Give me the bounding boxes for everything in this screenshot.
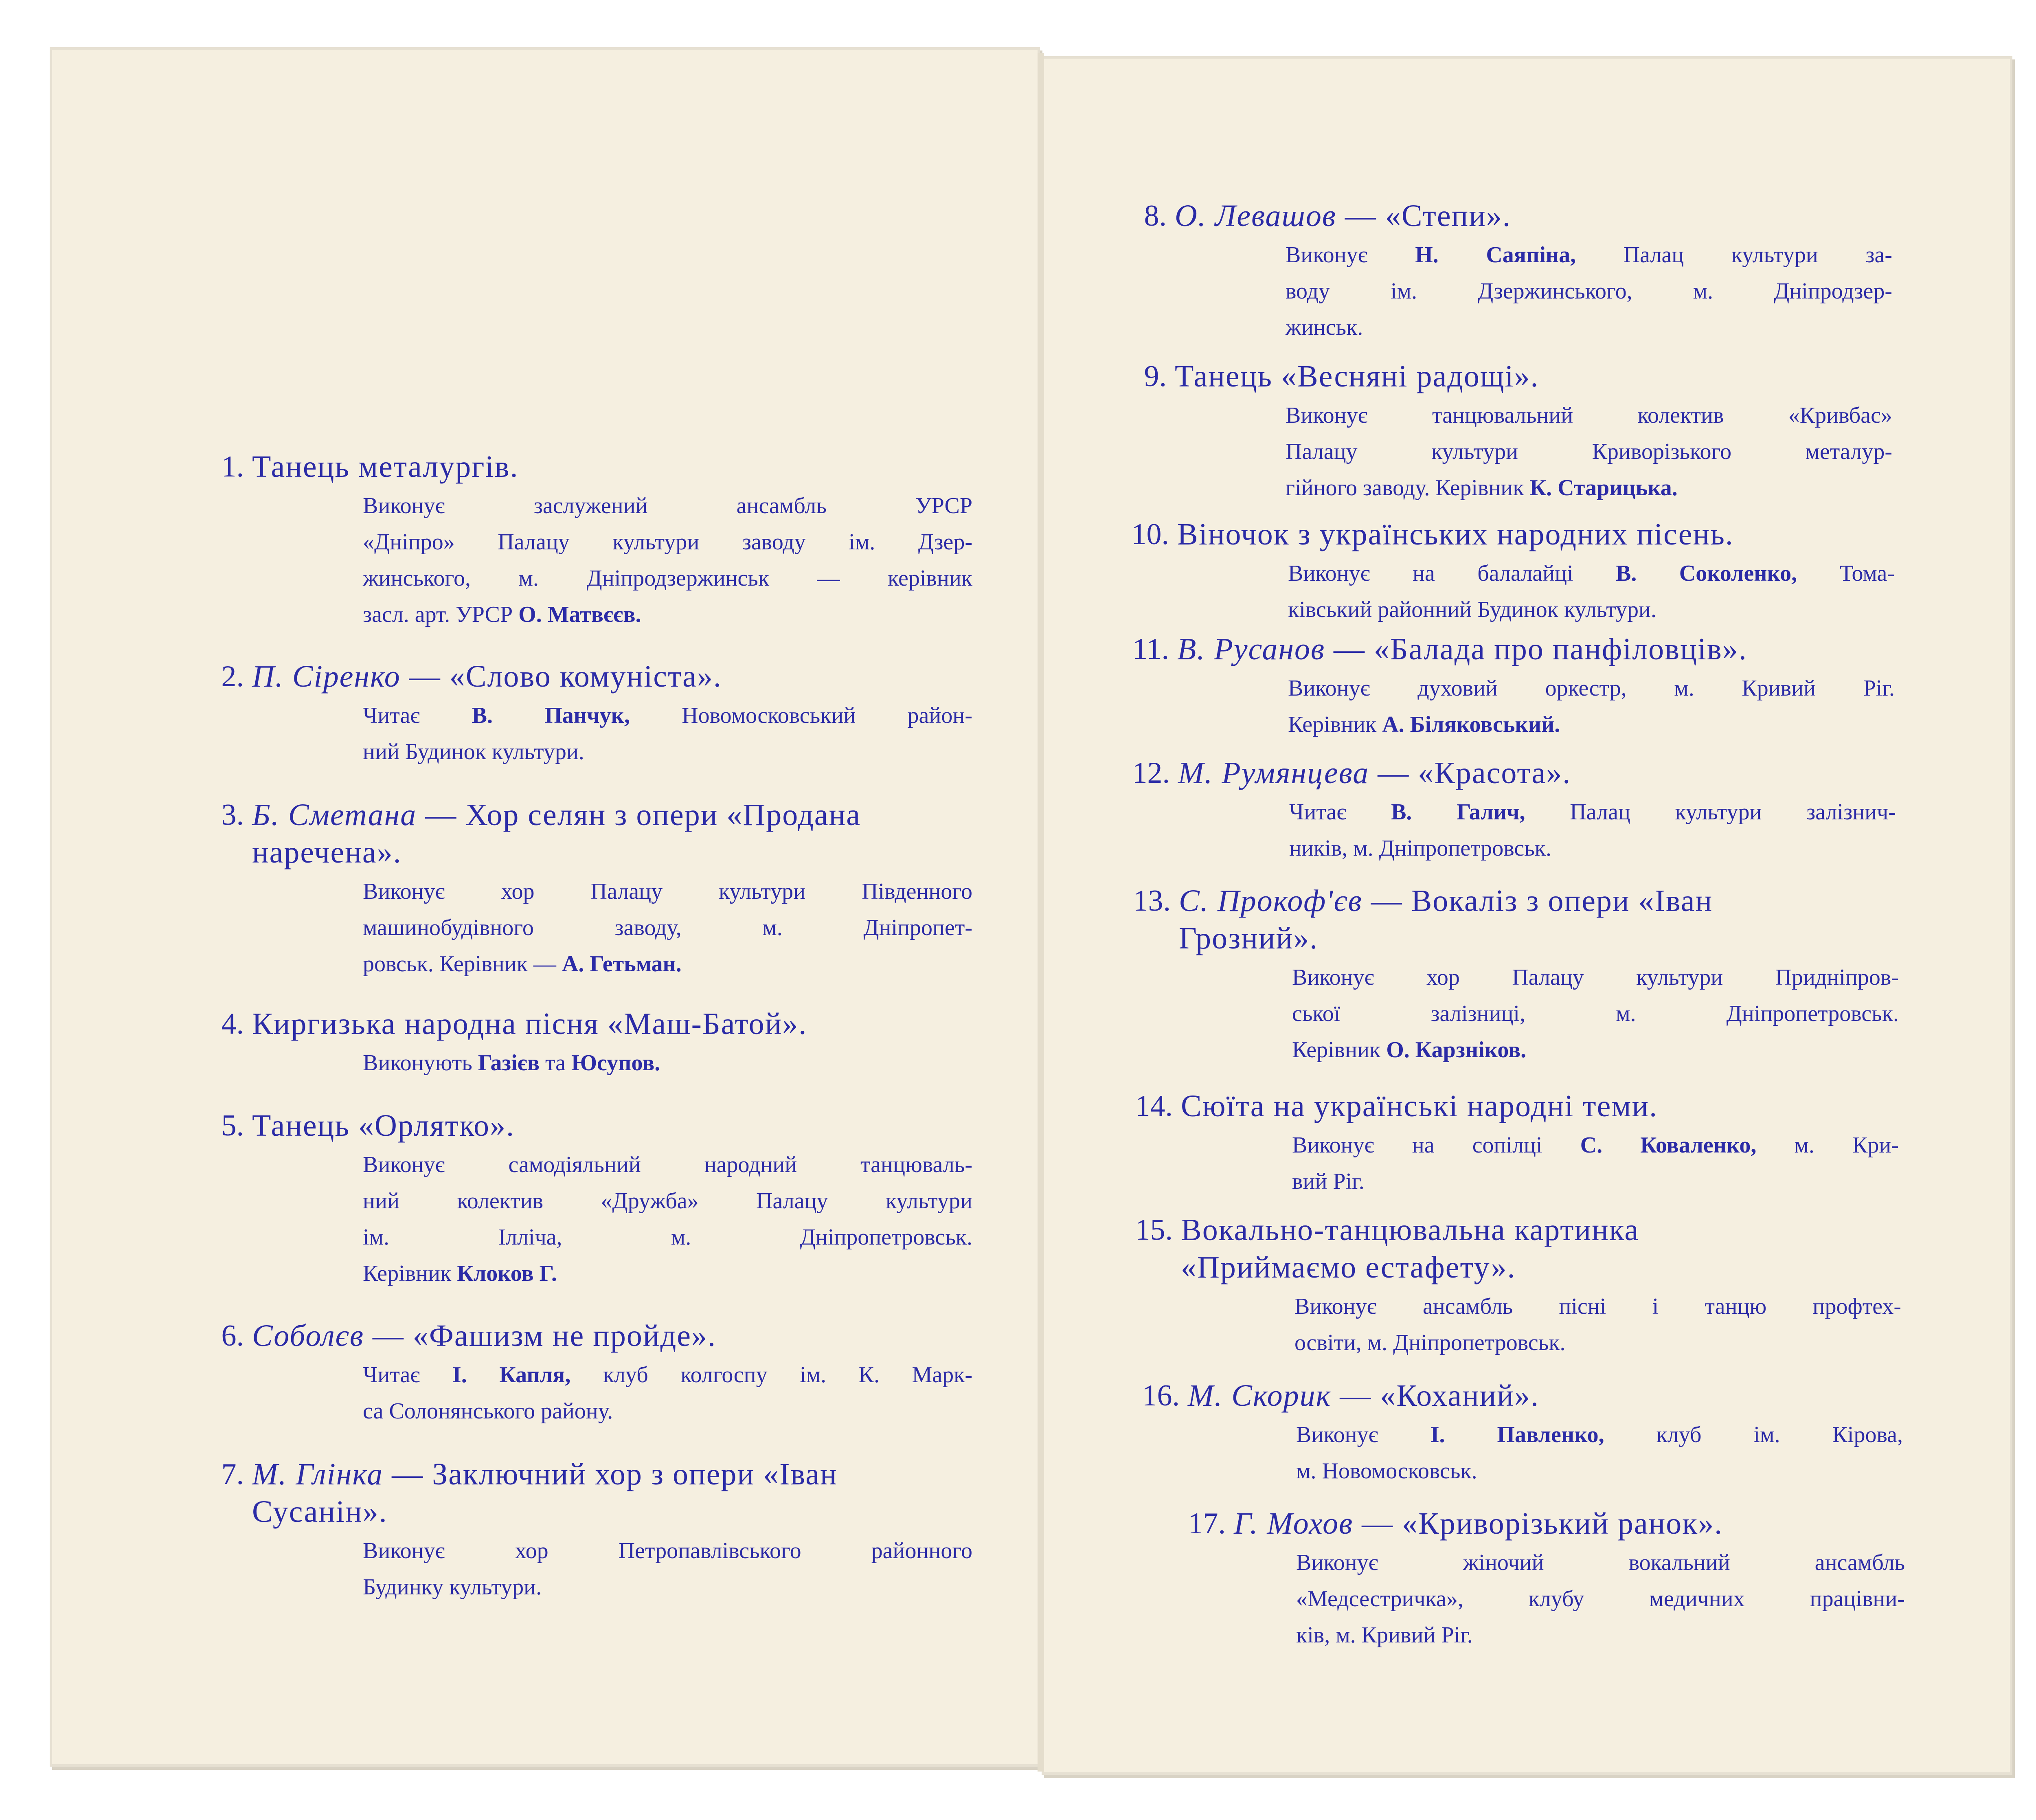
text-segment: Керівник	[1288, 712, 1382, 737]
description-line	[363, 1256, 972, 1292]
text-segment: ників, м. Дніпропетровськ.	[1289, 836, 1551, 861]
program-item	[1133, 882, 1899, 1068]
text-segment: воду ім. Дзержинського, м. Дніпродзер-	[1286, 279, 1892, 304]
item-description	[1294, 1289, 1901, 1361]
item-number: 15.	[1135, 1213, 1173, 1247]
text-segment: машинобудівного заводу, м. Дніпропет-	[363, 915, 972, 940]
text-segment: Виконує хор Палацу культури Південного	[363, 879, 972, 904]
description-line	[1296, 1545, 1905, 1581]
text-segment: «Медсестричка», клубу медичних працівни-	[1296, 1586, 1905, 1611]
text-segment: Будинку культури.	[363, 1574, 542, 1600]
program-item	[1144, 197, 1892, 346]
description-line	[363, 597, 972, 633]
description-line	[1289, 830, 1896, 867]
text-segment: Виконує на сопілці	[1292, 1133, 1580, 1158]
text-segment: м. Кри-	[1756, 1133, 1899, 1158]
text-segment: Віночок з українських народних пісень.	[1177, 517, 1734, 551]
description-line	[363, 698, 972, 734]
item-number: 17.	[1188, 1507, 1226, 1540]
text-segment: Читає	[363, 703, 472, 728]
text-segment: — «Слово комуніста».	[400, 659, 722, 694]
text-segment: Вокально-танцювальна картинка	[1181, 1213, 1639, 1247]
text-segment: Виконує хор Петропавлівського районного	[363, 1538, 972, 1563]
item-number: 9.	[1144, 360, 1167, 393]
text-segment: клуб ім. Кірова,	[1604, 1422, 1903, 1447]
program-item	[221, 1456, 972, 1605]
performer-name: А. Гетьман.	[562, 951, 682, 977]
text-segment: Танець «Весняні радощі».	[1175, 359, 1539, 393]
performer-name: В. Соколенко,	[1616, 561, 1797, 586]
text-segment: засл. арт. УРСР	[363, 602, 519, 627]
item-number: 6.	[221, 1319, 244, 1352]
text-segment: Новомосковський район-	[630, 703, 972, 728]
text-segment: ківський районний Будинок культури.	[1288, 597, 1656, 622]
description-line	[1289, 794, 1896, 830]
item-description	[363, 698, 972, 770]
text-segment: — Вокаліз з опери «Іван	[1362, 884, 1713, 918]
text-segment: ської залізниці, м. Дніпропетровськ.	[1292, 1001, 1899, 1026]
item-number: 11.	[1132, 632, 1169, 666]
performer-name: І. Капля,	[452, 1362, 571, 1388]
description-line	[363, 1183, 972, 1219]
item-description	[363, 1357, 972, 1429]
program-item	[1132, 630, 1895, 743]
description-line	[1292, 959, 1899, 996]
item-title-line	[1175, 197, 1892, 235]
description-line	[1294, 1325, 1901, 1361]
description-line	[1288, 555, 1895, 592]
item-description	[1296, 1545, 1905, 1653]
performer-name: А. Біляковський.	[1382, 712, 1560, 737]
item-description	[1288, 555, 1895, 628]
item-title-line	[1179, 882, 1899, 920]
item-title-line	[252, 796, 972, 834]
text-segment: «Приймаємо естафету».	[1181, 1250, 1516, 1284]
item-title-line	[252, 1493, 972, 1530]
item-description	[363, 874, 972, 982]
item-title-line	[1177, 516, 1895, 553]
item-title-line	[252, 1317, 972, 1355]
text-segment: ний Будинок культури.	[363, 739, 584, 764]
item-title-line	[252, 658, 972, 695]
item-title-line	[1179, 920, 1899, 957]
text-segment: жинськ.	[1286, 315, 1363, 340]
item-number: 16.	[1142, 1379, 1180, 1412]
item-title-line	[1188, 1377, 1903, 1414]
description-line	[1294, 1289, 1901, 1325]
text-segment: Читає	[1289, 799, 1391, 825]
performer-name: Н. Саяпіна,	[1415, 242, 1576, 268]
text-segment: Керівник	[363, 1261, 457, 1286]
description-line	[1292, 996, 1899, 1032]
item-title-line	[1181, 1087, 1899, 1125]
performer-name: Клоков Г.	[457, 1261, 557, 1286]
item-description	[1286, 237, 1892, 346]
item-number: 2.	[221, 660, 244, 693]
item-description	[1292, 959, 1899, 1068]
item-description	[1292, 1127, 1899, 1200]
performer-name: К. Старицька.	[1529, 475, 1678, 501]
item-number: 7.	[221, 1458, 244, 1491]
text-segment: Виконує хор Палацу культури Придніпров-	[1292, 965, 1899, 990]
text-segment: м. Новомосковськ.	[1296, 1458, 1477, 1484]
text-segment: — «Фашизм не пройде».	[364, 1319, 716, 1353]
performer-name: О. Матвєєв.	[518, 602, 641, 627]
item-title-line	[252, 1005, 972, 1043]
text-segment: гійного заводу. Керівник	[1286, 475, 1530, 501]
text-segment: Керівник	[1292, 1037, 1387, 1063]
description-line	[363, 560, 972, 597]
item-title-line	[252, 834, 972, 871]
description-line	[363, 910, 972, 946]
item-title-line	[252, 448, 972, 485]
item-description	[1288, 670, 1895, 743]
description-line	[363, 874, 972, 910]
description-line	[363, 1147, 972, 1183]
item-description	[1289, 794, 1896, 867]
program-item	[221, 1317, 972, 1429]
description-line	[363, 488, 972, 524]
item-description	[1296, 1417, 1903, 1489]
text-segment: клуб колгоспу ім. К. Марк-	[570, 1362, 972, 1388]
text-segment: Виконує духовий оркестр, м. Кривий Ріг.	[1288, 676, 1895, 701]
text-segment: Виконують	[363, 1050, 478, 1076]
text-segment: «Дніпро» Палацу культури заводу ім. Дзер-	[363, 529, 972, 555]
text-segment: ків, м. Кривий Ріг.	[1296, 1622, 1473, 1648]
item-description	[1286, 397, 1892, 506]
description-line	[363, 946, 972, 982]
program-item	[221, 448, 972, 633]
item-title-line	[1181, 1211, 1901, 1249]
text-segment: та	[539, 1050, 571, 1076]
description-line	[363, 1045, 972, 1081]
composer-name: М. Румянцева	[1178, 756, 1369, 790]
text-segment: — «Криворізький ранок».	[1353, 1506, 1723, 1541]
text-segment: — «Красота».	[1369, 756, 1571, 790]
description-line	[363, 1357, 972, 1393]
description-line	[363, 1219, 972, 1256]
composer-name: Соболєв	[252, 1319, 364, 1353]
program-item	[1132, 754, 1896, 867]
program-item	[1135, 1087, 1899, 1200]
program-item	[1131, 516, 1895, 628]
item-number: 13.	[1133, 884, 1171, 918]
item-title-line	[1234, 1505, 1905, 1542]
item-title-line	[252, 1107, 972, 1144]
text-segment: Грозний».	[1179, 921, 1319, 955]
item-description	[363, 1147, 972, 1292]
description-line	[1286, 397, 1892, 434]
program-item	[221, 1005, 972, 1081]
item-title-line	[1181, 1249, 1901, 1286]
program-item	[221, 658, 972, 770]
description-line	[363, 1393, 972, 1429]
text-segment: ний колектив «Дружба» Палацу культури	[363, 1188, 972, 1214]
text-segment: Сюїта на українські народні теми.	[1181, 1089, 1658, 1123]
description-line	[1286, 237, 1892, 273]
description-line	[1288, 670, 1895, 707]
text-segment: вий Ріг.	[1292, 1169, 1365, 1194]
page-spine	[1038, 53, 1044, 1772]
description-line	[1296, 1417, 1903, 1453]
text-segment: Киргизька народна пісня «Маш-Батой».	[252, 1007, 807, 1041]
text-segment: Тома-	[1797, 561, 1895, 586]
text-segment: жинського, м. Дніпродзержинськ — керівник	[363, 566, 972, 591]
text-segment: — «Коханий».	[1331, 1379, 1539, 1413]
text-segment: Танець металургів.	[252, 450, 519, 484]
item-number: 5.	[221, 1109, 244, 1142]
item-title-line	[1178, 754, 1896, 792]
performer-name: І. Павленко,	[1430, 1422, 1604, 1447]
item-number: 4.	[221, 1007, 244, 1041]
program-item	[1144, 358, 1892, 506]
item-title-line	[1177, 630, 1895, 668]
performer-name: В. Панчук,	[472, 703, 630, 728]
text-segment: Танець «Орлятко».	[252, 1109, 515, 1143]
performer-name: Юсупов.	[571, 1050, 660, 1076]
text-segment: ровськ. Керівник —	[363, 951, 562, 977]
text-segment: Виконує на балалайці	[1288, 561, 1616, 586]
description-line	[363, 524, 972, 560]
text-segment: Палацу культури Криворізького металур-	[1286, 439, 1892, 464]
description-line	[1296, 1617, 1905, 1653]
text-segment: Виконує танцювальний колектив «Кривбас»	[1286, 403, 1892, 428]
composer-name: М. Глінка	[252, 1457, 384, 1491]
performer-name: Газієв	[478, 1050, 540, 1076]
item-number: 3.	[221, 798, 244, 832]
composer-name: П. Сіренко	[252, 659, 401, 694]
composer-name: М. Скорик	[1188, 1379, 1332, 1413]
item-title-line	[1175, 358, 1892, 395]
composer-name: С. Прокоф'єв	[1179, 884, 1362, 918]
text-segment: Виконує жіночий вокальний ансамбль	[1296, 1550, 1905, 1575]
program-item	[221, 1107, 972, 1292]
performer-name: О. Карзніков.	[1386, 1037, 1527, 1063]
text-segment: Виконує заслужений ансамбль УРСР	[363, 493, 972, 518]
description-line	[1292, 1127, 1899, 1164]
program-item	[1188, 1505, 1905, 1653]
text-segment: Виконує	[1286, 242, 1415, 268]
description-line	[1286, 273, 1892, 310]
text-segment: Палац культури залізнич-	[1525, 799, 1896, 825]
text-segment: — «Степи».	[1336, 199, 1511, 233]
program-item	[221, 796, 972, 982]
composer-name: В. Русанов	[1177, 632, 1325, 666]
item-number: 14.	[1135, 1089, 1173, 1123]
description-line	[1286, 310, 1892, 346]
item-number: 10.	[1131, 518, 1169, 551]
item-description	[363, 488, 972, 633]
text-segment: — Заключний хор з опери «Іван	[383, 1457, 838, 1491]
description-line	[363, 1533, 972, 1569]
program-item	[1135, 1211, 1901, 1361]
text-segment: Читає	[363, 1362, 452, 1388]
performer-name: С. Коваленко,	[1580, 1133, 1757, 1158]
performer-name: В. Галич,	[1391, 799, 1525, 825]
description-line	[1296, 1453, 1903, 1489]
composer-name: Г. Мохов	[1234, 1506, 1354, 1541]
item-description	[363, 1045, 972, 1081]
item-description	[363, 1533, 972, 1605]
description-line	[363, 734, 972, 770]
item-title-line	[252, 1456, 972, 1493]
text-segment: Виконує	[1296, 1422, 1430, 1447]
text-segment: са Солонянського району.	[363, 1398, 613, 1424]
text-segment: Сусанін».	[252, 1495, 388, 1529]
item-number: 1.	[221, 450, 244, 483]
composer-name: Б. Сметана	[252, 798, 417, 832]
program-item	[1142, 1377, 1903, 1489]
composer-name: О. Левашов	[1175, 199, 1336, 233]
description-line	[1292, 1164, 1899, 1200]
text-segment: Виконує ансамбль пісні і танцю профтех-	[1294, 1294, 1901, 1319]
description-line	[1288, 707, 1895, 743]
description-line	[1296, 1581, 1905, 1617]
item-number: 12.	[1132, 756, 1170, 790]
description-line	[1288, 592, 1895, 628]
text-segment: Виконує самодіяльний народний танцюваль-	[363, 1152, 972, 1177]
item-number: 8.	[1144, 199, 1167, 233]
text-segment: освіти, м. Дніпропетровськ.	[1294, 1330, 1566, 1355]
description-line	[1286, 434, 1892, 470]
description-line	[1286, 470, 1892, 506]
description-line	[363, 1569, 972, 1605]
description-line	[1292, 1032, 1899, 1068]
text-segment: ім. Ілліча, м. Дніпропетровськ.	[363, 1225, 972, 1250]
text-segment: наречена».	[252, 835, 402, 869]
text-segment: Палац культури за-	[1576, 242, 1892, 268]
text-segment: — Хор селян з опери «Продана	[417, 798, 861, 832]
text-segment: — «Балада про панфіловців».	[1325, 632, 1747, 666]
